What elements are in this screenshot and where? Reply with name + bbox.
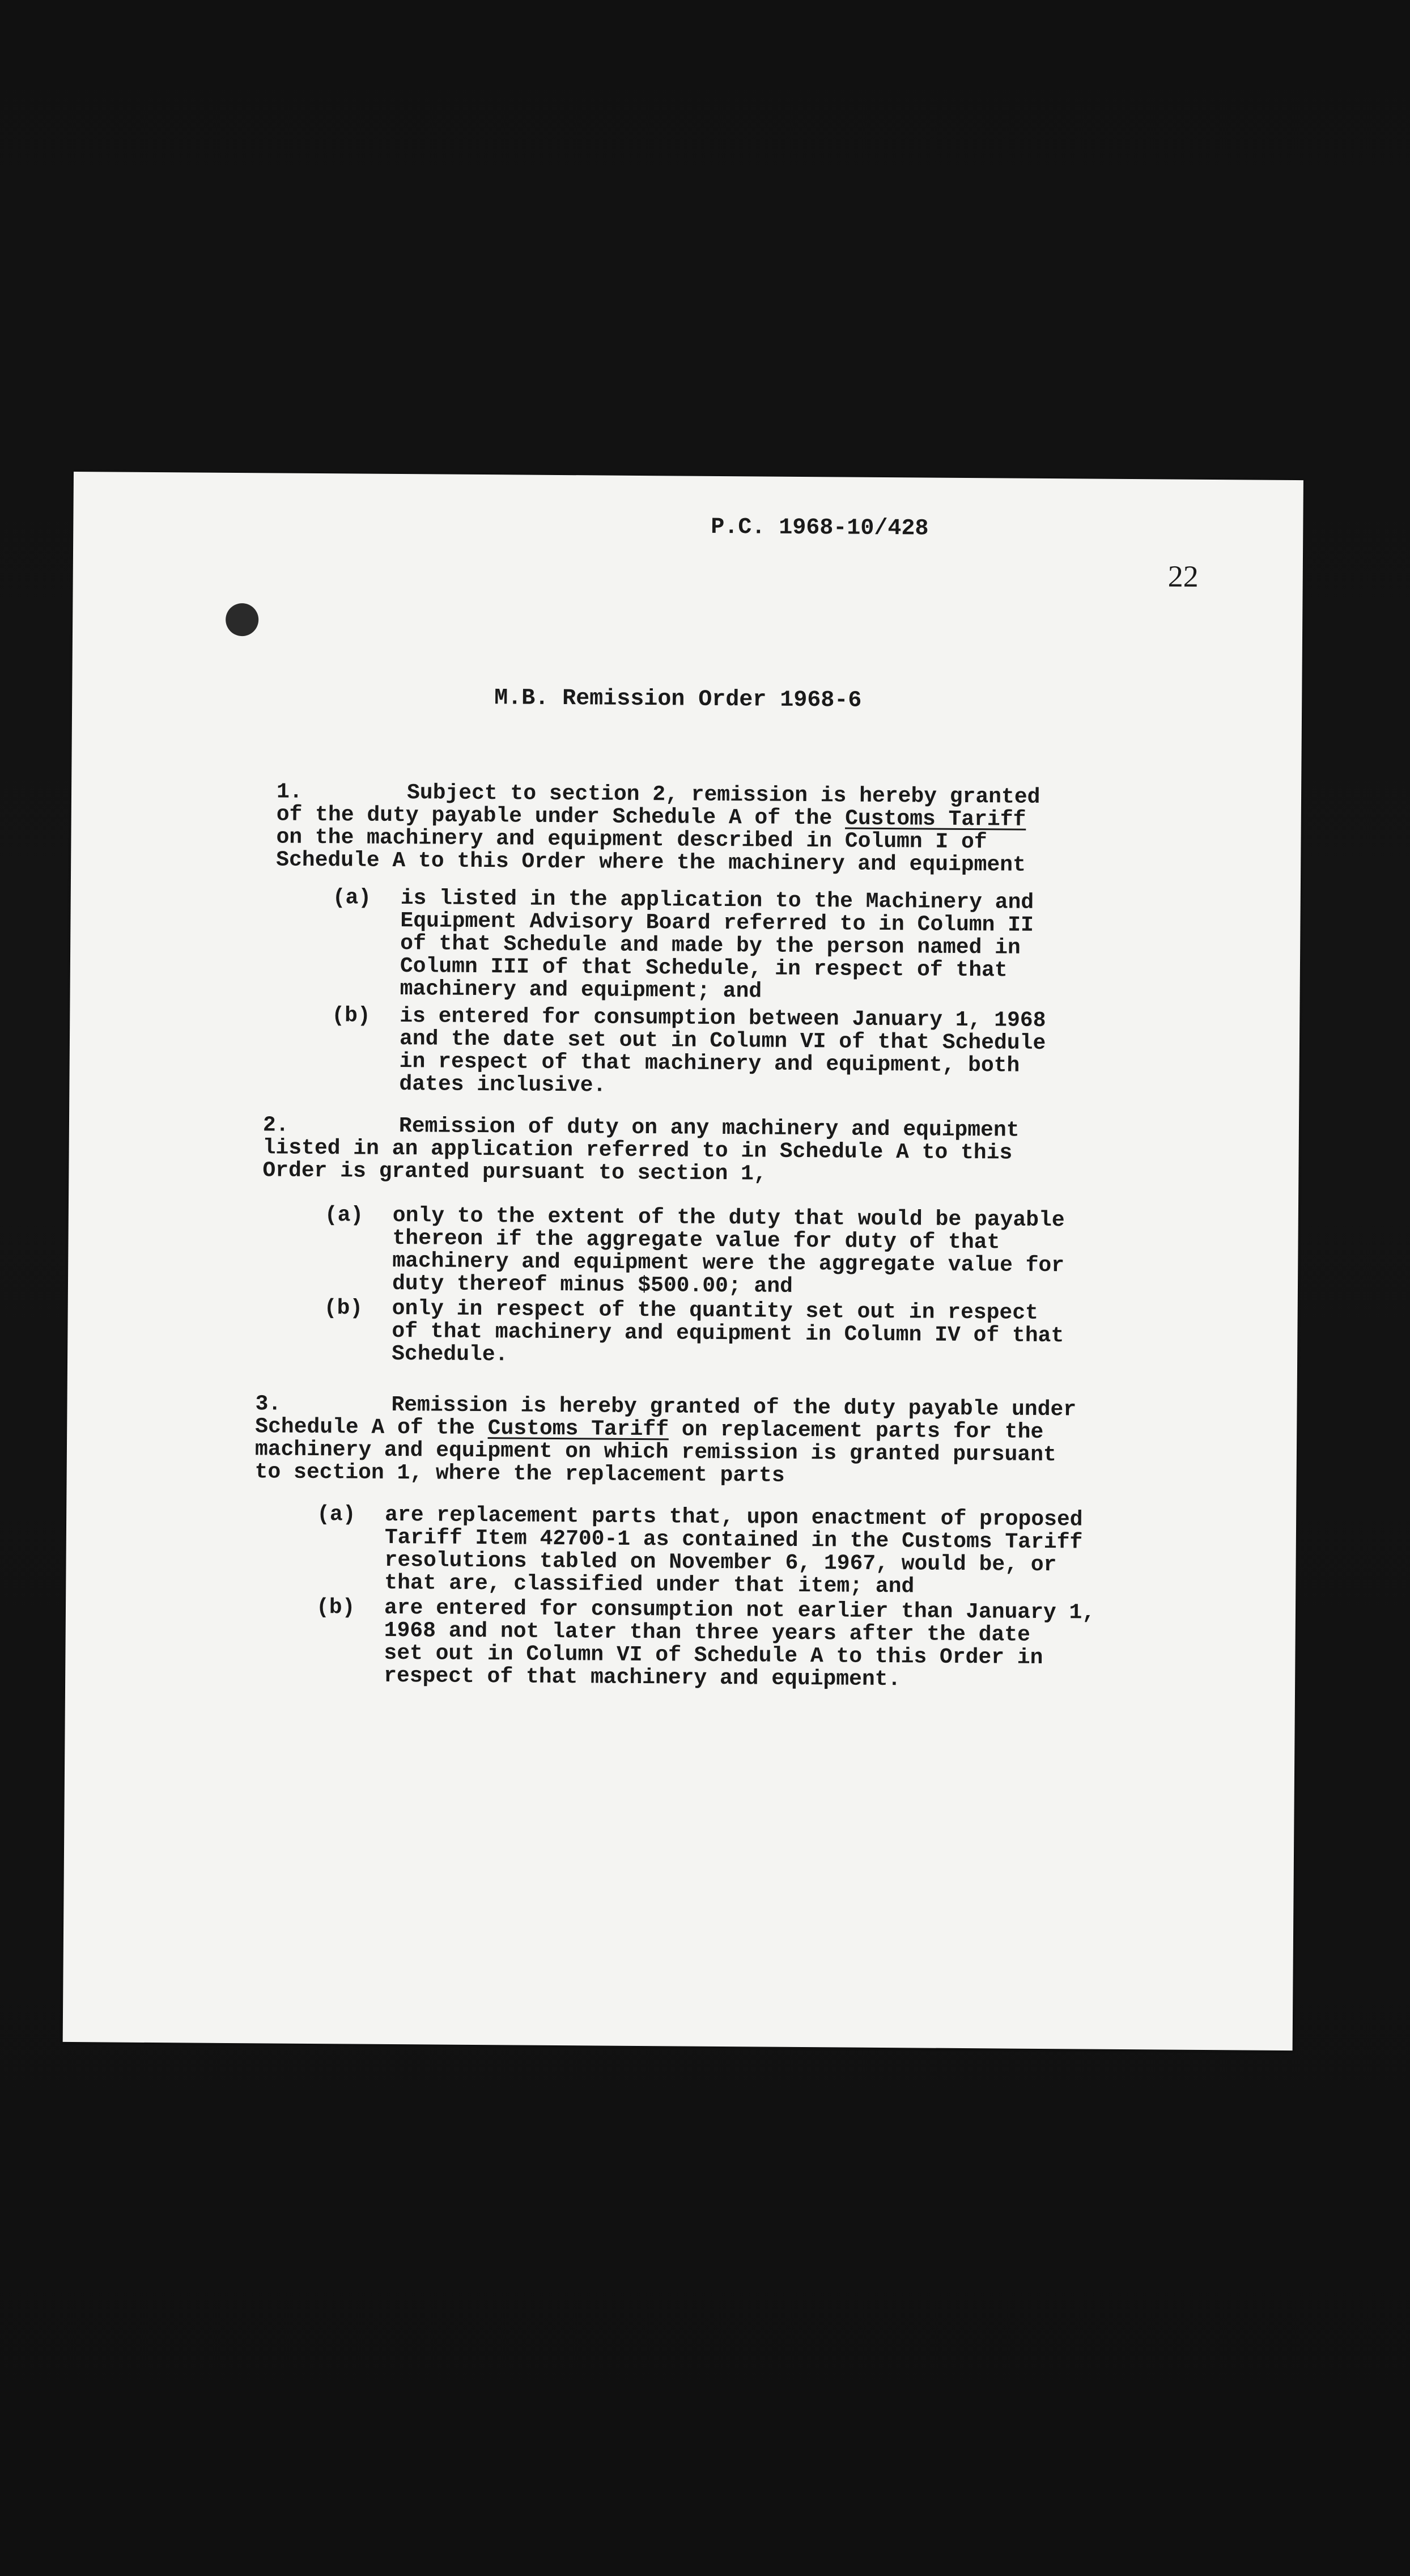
section-1b-line: in respect of that machinery and equipment, both <box>399 1049 1020 1078</box>
section-3a-line: that are, classified under that item; and <box>384 1570 915 1599</box>
page-number: 22 <box>1167 559 1199 594</box>
section-1a-line: machinery and equipment; and <box>400 977 762 1004</box>
section-1b-label: (b) <box>332 1003 371 1028</box>
section-3b-line: respect of that machinery and equipment. <box>384 1663 901 1692</box>
section-3a-line: Tariff Item 42700-1 as contained in the Customs Tariff <box>384 1525 1083 1555</box>
section-2-number: 2. <box>262 1113 289 1138</box>
section-1-line: Schedule A to this Order where the machinery and equipment <box>276 848 1026 878</box>
section-2b-line: Schedule. <box>391 1341 508 1367</box>
customs-tariff-title: Customs Tariff <box>487 1416 669 1442</box>
section-2a-line: thereon if the aggregate value for duty of that <box>392 1226 1000 1255</box>
section-1b-line: and the date set out in Column VI of that Schedule <box>399 1027 1046 1056</box>
document-page <box>63 472 1303 2050</box>
section-2a-line: machinery and equipment were the aggregate value for <box>392 1248 1065 1278</box>
section-1-number: 1. <box>276 779 303 804</box>
section-2a-label: (a) <box>324 1203 364 1228</box>
section-3b-line: are entered for consumption not earlier than January 1, <box>384 1595 1095 1625</box>
section-2a-line: duty thereof minus $500.00; and <box>392 1271 793 1299</box>
section-3b-line: 1968 and not later than three years after the date <box>384 1618 1031 1647</box>
order-reference: P.C. 1968-10/428 <box>711 514 929 542</box>
section-3a-label: (a) <box>317 1502 356 1527</box>
section-2a-line: only to the extent of the duty that would be payable <box>392 1203 1065 1233</box>
section-1a-line: of that Schedule and made by the person named in <box>400 931 1021 960</box>
section-1a-line: Equipment Advisory Board referred to in Column II <box>400 909 1034 938</box>
section-2b-label: (b) <box>324 1296 363 1321</box>
section-1a-line: Column III of that Schedule, in respect of that <box>400 954 1008 983</box>
section-3a-line: resolutions tabled on November 6, 1967, would be, or <box>384 1548 1057 1578</box>
section-3b-line: set out in Column VI of Schedule A to this Order in <box>384 1641 1043 1670</box>
section-2b-line: of that machinery and equipment in Column IV of that <box>392 1319 1064 1349</box>
section-1a-label: (a) <box>332 886 372 910</box>
section-1a-line: is listed in the application to the Machinery and <box>400 886 1034 915</box>
section-1-line: Subject to section 2, remission is hereby granted <box>406 781 1040 810</box>
punch-hole <box>226 603 258 636</box>
section-1b-line: is entered for consumption between January 1, 1968 <box>400 1004 1046 1033</box>
section-1b-line: dates inclusive. <box>399 1072 606 1098</box>
section-3-line: machinery and equipment on which remission is granted pursuant <box>254 1437 1056 1468</box>
document-title: M.B. Remission Order 1968-6 <box>494 685 862 714</box>
section-3-line: Schedule A of the Customs Tariff on replacement parts for the <box>255 1414 1044 1444</box>
section-3-line: to section 1, where the replacement parts <box>254 1460 785 1488</box>
section-3a-line: are replacement parts that, upon enactment of proposed <box>385 1502 1083 1532</box>
section-1-line: on the machinery and equipment described in Column I of <box>276 825 987 855</box>
customs-tariff-title: Customs Tariff <box>844 806 1026 832</box>
section-2-line: Remission of duty on any machinery and equipment <box>398 1114 1020 1143</box>
section-3-line: Remission is hereby granted of the duty payable under <box>391 1392 1077 1422</box>
section-2b-line: only in respect of the quantity set out in respect <box>392 1296 1039 1325</box>
section-3-number: 3. <box>255 1392 282 1417</box>
section-3b-label: (b) <box>316 1595 355 1620</box>
section-1-line: of the duty payable under Schedule A of the Customs Tariff <box>276 802 1026 832</box>
section-2-line: Order is granted pursuant to section 1, <box>262 1158 767 1187</box>
section-2-line: listed in an application referred to in Schedule A to this <box>262 1136 1013 1166</box>
